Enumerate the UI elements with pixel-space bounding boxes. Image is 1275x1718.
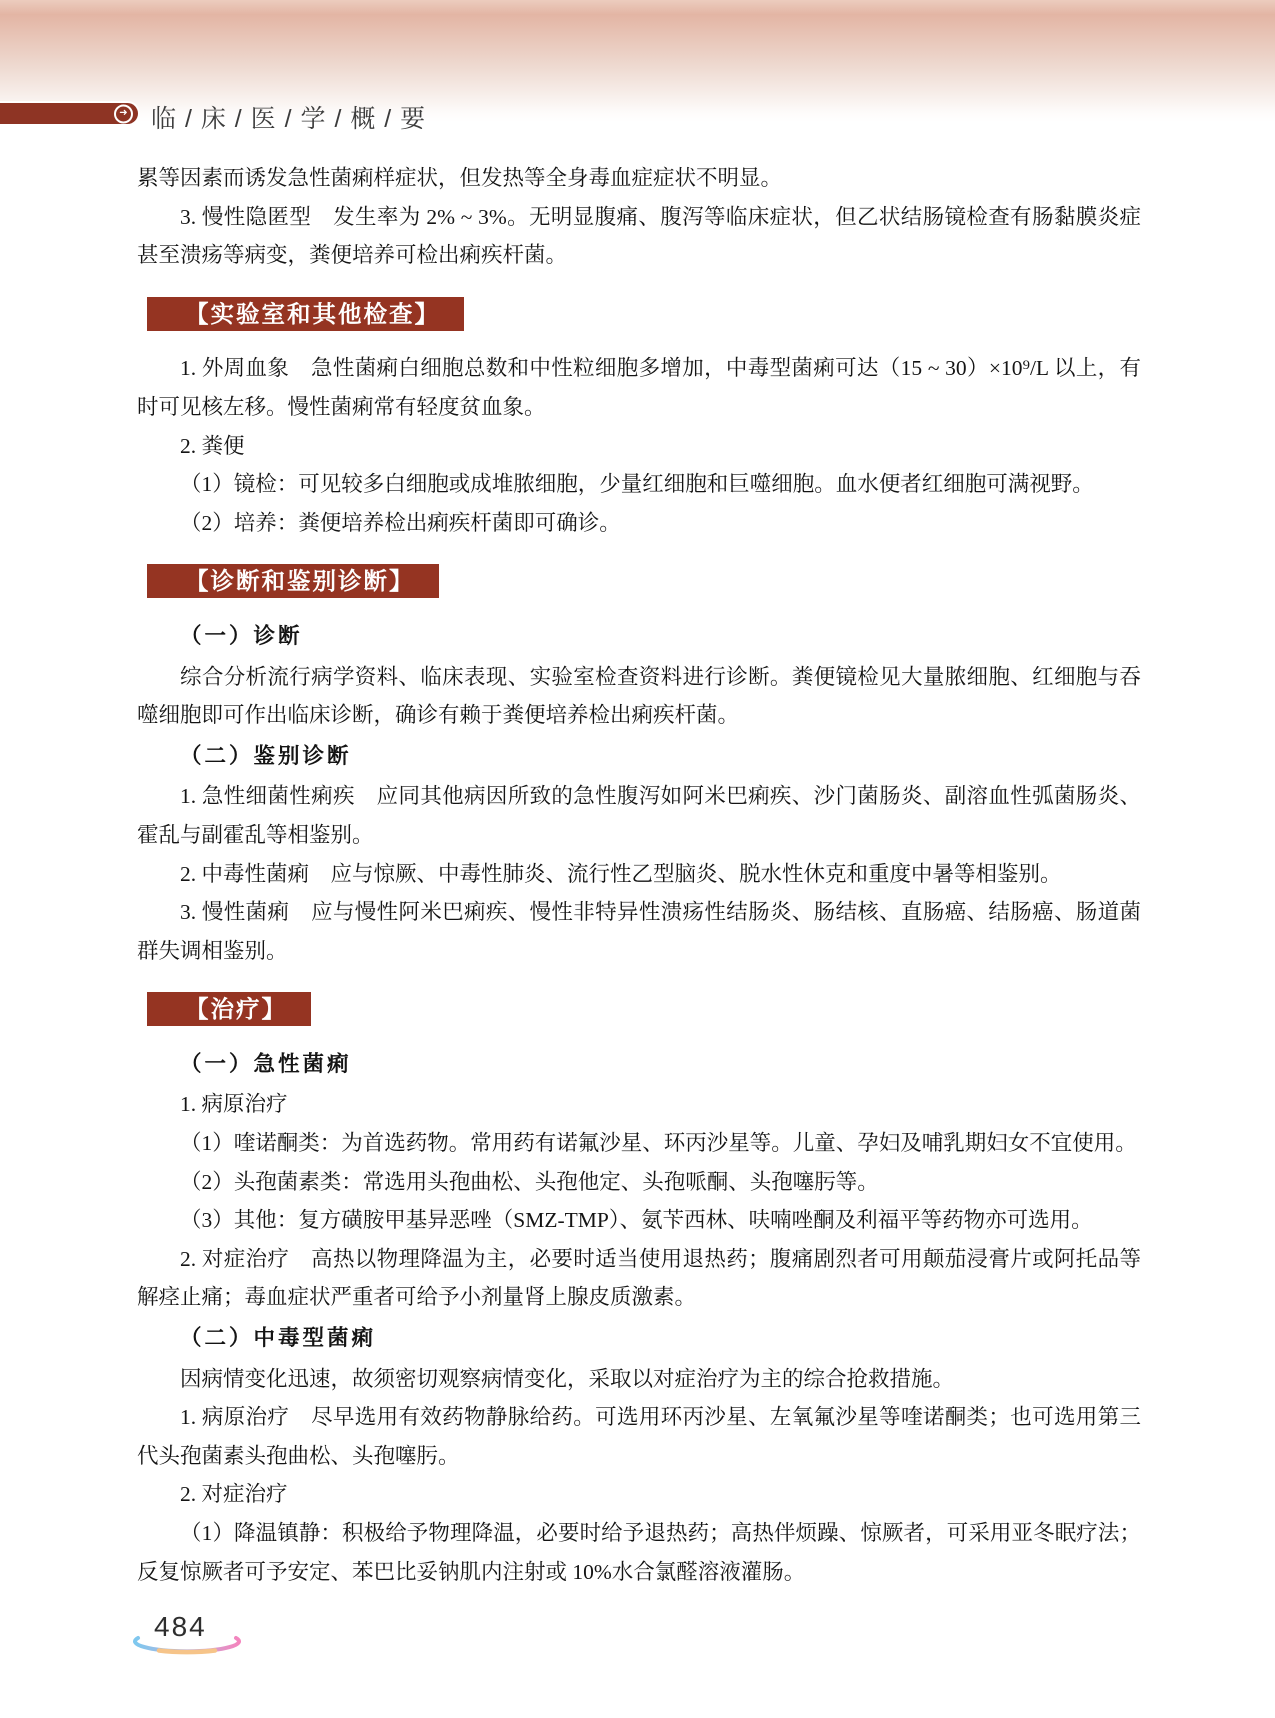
body-paragraph: 2. 对症治疗 bbox=[180, 1482, 288, 1507]
body-paragraph: （2）头孢菌素类：常选用头孢曲松、头孢他定、头孢哌酮、头孢噻肟等。 bbox=[180, 1169, 879, 1194]
body-paragraph: 2. 中毒性菌痢 应与惊厥、中毒性肺炎、流行性乙型脑炎、脱水性休克和重度中暑等相鉴别。 bbox=[180, 861, 1062, 886]
body-paragraph: 1. 病原治疗 bbox=[180, 1092, 288, 1117]
page-footer bbox=[131, 1610, 243, 1658]
body-paragraph: 1. 病原治疗 尽早选用有效药物静脉给药。可选用环丙沙星、左氧氟沙星等喹诺酮类；也可选用第三代头孢菌素头孢曲松、头孢噻肟。 bbox=[137, 1405, 1141, 1468]
body-paragraph: 1. 急性细菌性痢疾 应同其他病因所致的急性腹泻如阿米巴痢疾、沙门菌肠炎、副溶血性弧菌肠炎、霍乱与副霍乱等相鉴别。 bbox=[137, 784, 1141, 847]
body-paragraph: （2）培养：粪便培养检出痢疾杆菌即可确诊。 bbox=[180, 510, 621, 535]
page-number: 484 bbox=[154, 1611, 207, 1642]
body-paragraph: （1）喹诺酮类：为首选药物。常用药有诺氟沙星、环丙沙星等。儿童、孕妇及哺乳期妇女不宜使用。 bbox=[180, 1131, 1137, 1156]
chapter-bar bbox=[0, 101, 140, 126]
book-title: 临 / 床 / 医 / 学 / 概 / 要 bbox=[151, 105, 427, 133]
section-header-label: 【治疗】 bbox=[147, 992, 311, 1026]
body-paragraph: 因病情变化迅速，故须密切观察病情变化，采取以对症治疗为主的综合抢救措施。 bbox=[180, 1366, 955, 1391]
body-paragraph: 1. 外周血象 急性菌痢白细胞总数和中性粒细胞多增加，中毒型菌痢可达（15 ~ 30）×10⁹/L 以上，有时可见核左移。慢性菌痢常有轻度贫血象。 bbox=[137, 356, 1141, 419]
body-paragraph: （3）其他：复方磺胺甲基异恶唑（SMZ-TMP）、氨苄西林、呋喃唑酮及利福平等药物亦可选用。 bbox=[180, 1208, 1093, 1233]
section-header bbox=[147, 563, 1141, 602]
body-paragraph: （1）镜检：可见较多白细胞或成堆脓细胞，少量红细胞和巨噬细胞。血水便者红细胞可满视野。 bbox=[180, 472, 1094, 497]
page-content bbox=[137, 159, 1141, 1591]
section-header-label: 【实验室和其他检查】 bbox=[147, 297, 464, 331]
body-paragraph: 3. 慢性隐匿型 发生率为 2% ~ 3%。无明显腹痛、腹泻等临床症状，但乙状结肠镜检查有肠黏膜炎症甚至溃疡等病变，粪便培养可检出痢疾杆菌。 bbox=[137, 204, 1141, 268]
body-paragraph: （1）降温镇静：积极给予物理降温，必要时给予退热药；高热伴烦躁、惊厥者，可采用亚冬眠疗法；反复惊厥者可予安定、苯巴比妥钠肌内注射或 10%水合氯醛溶液灌肠。 bbox=[137, 1521, 1141, 1584]
arrow-right-icon: ➜ bbox=[114, 104, 133, 123]
subsection-heading: （二）鉴别诊断 bbox=[180, 743, 352, 768]
body-paragraph: 3. 慢性菌痢 应与慢性阿米巴痢疾、慢性非特异性溃疡性结肠炎、肠结核、直肠癌、结肠癌、肠道菌群失调相鉴别。 bbox=[137, 900, 1141, 963]
section-header bbox=[147, 991, 1141, 1030]
subsection-heading: （一）诊断 bbox=[180, 623, 303, 648]
body-paragraph: 2. 粪便 bbox=[180, 433, 245, 458]
subsection-heading: （二）中毒型菌痢 bbox=[180, 1326, 377, 1351]
section-header bbox=[147, 296, 1141, 335]
body-paragraph: 累等因素而诱发急性菌痢样症状，但发热等全身毒血症症状不明显。 bbox=[137, 166, 783, 190]
section-header-label: 【诊断和鉴别诊断】 bbox=[147, 564, 439, 598]
subsection-heading: （一）急性菌痢 bbox=[180, 1051, 352, 1076]
body-paragraph: 2. 对症治疗 高热以物理降温为主，必要时适当使用退热药；腹痛剧烈者可用颠茄浸膏片或阿托品等解痉止痛；毒血症状严重者可给予小剂量肾上腺皮质激素。 bbox=[137, 1246, 1141, 1310]
body-paragraph: 综合分析流行病学资料、临床表现、实验室检查资料进行诊断。粪便镜检见大量脓细胞、红细胞与吞噬细胞即可作出临床诊断，确诊有赖于粪便培养检出痢疾杆菌。 bbox=[137, 664, 1141, 728]
